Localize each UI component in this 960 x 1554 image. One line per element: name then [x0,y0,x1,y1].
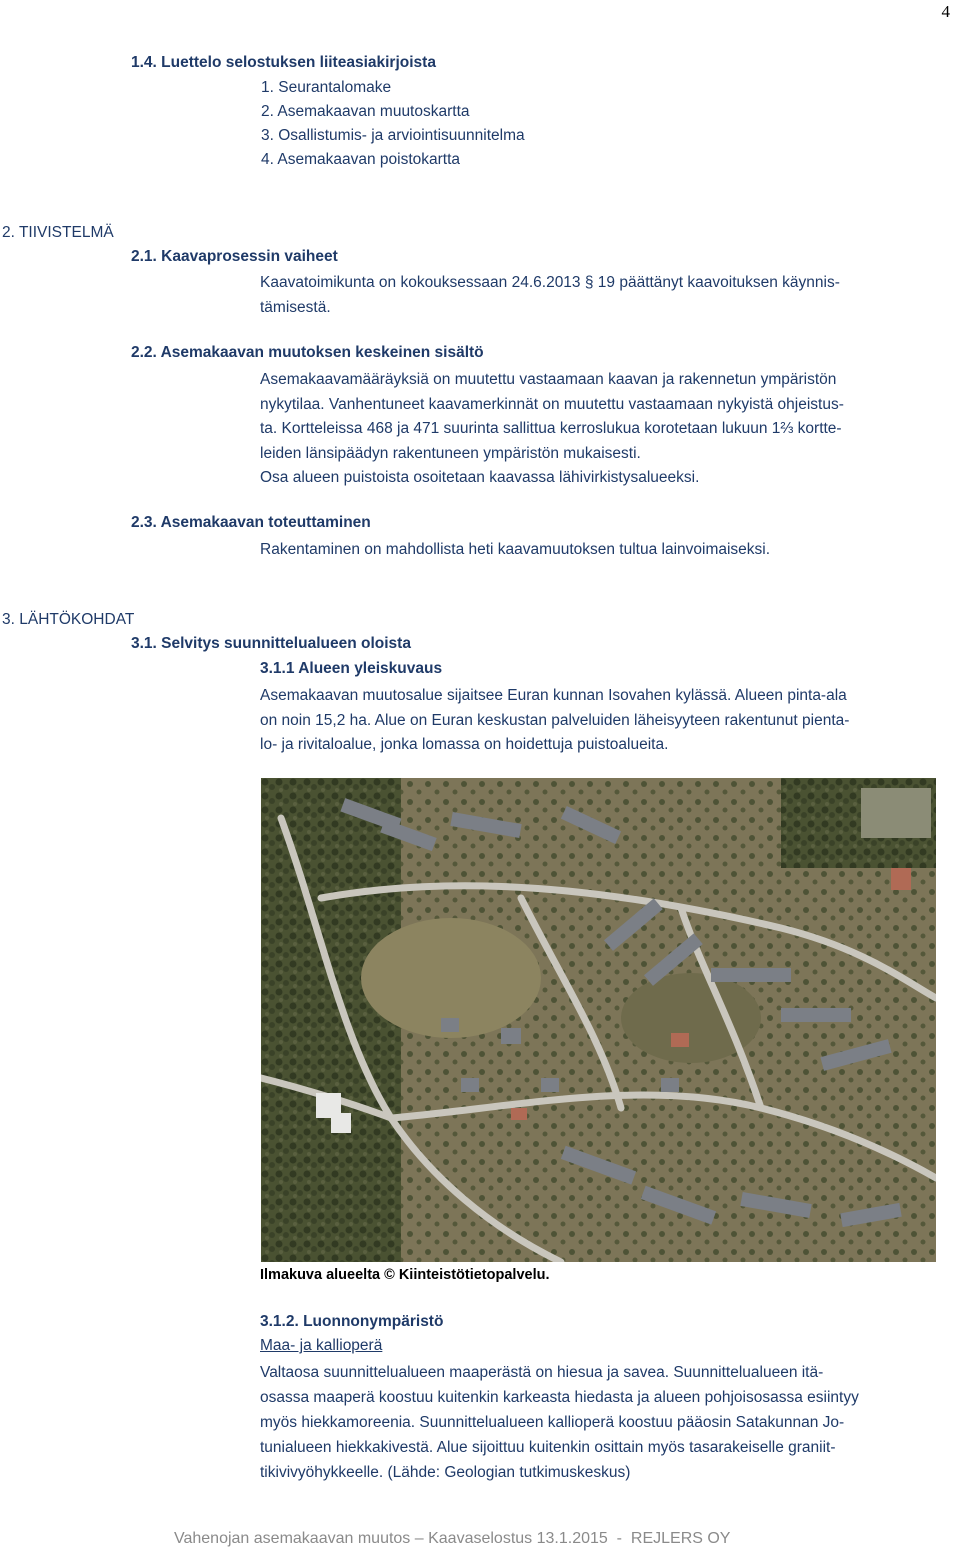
section-2-1-heading: 2.1. Kaavaprosessin vaiheet [131,248,338,265]
attachment-list-item: 3. Osallistumis- ja arviointisuunnitelma [261,127,525,144]
text-line: tämisestä. [260,298,331,316]
section-3-1-1-heading: 3.1.1 Alueen yleiskuvaus [260,660,443,677]
text-line: tunialueen hiekkakivestä. Alue sijoittuu kuitenkin osittain myös tasarakeiselle graniit- [260,1439,836,1456]
building [781,1008,851,1022]
image-caption: Ilmakuva alueelta © Kiinteistötietopalvelu. [260,1267,550,1283]
attachment-list-item: 1. Seurantalomake [261,79,392,96]
house [461,1078,479,1092]
text-line: Osa alueen puistoista osoitetaan kaavassa lähivirkistysalueeksi. [260,469,700,486]
section-2-3-heading: 2.3. Asemakaavan toteuttaminen [131,514,371,531]
text-line: on noin 15,2 ha. Alue on Euran keskustan palveluiden läheisyyteen rakentunut pienta- [260,711,850,729]
subsection-title: Maa- ja kallioperä [260,1337,383,1354]
house [511,1108,527,1120]
section-2-1-text [260,271,950,320]
text-line: leiden länsipäädyn rakentuneen ympäristön mukaisesti. [260,444,641,462]
text-line: Asemakaavamääräyksiä on muutettu vastaamaan kaavan ja rakennetun ympäristön [260,371,837,388]
attachment-list-item: 2. Asemakaavan muutoskartta [261,103,470,120]
aerial-photo [261,778,936,1262]
house [441,1018,459,1032]
text-line: Kaavatoimikunta on kokouksessaan 24.6.2013 § 19 päättänyt kaavoituksen käynnis- [260,274,840,291]
section-2-heading: 2. TIIVISTELMÄ [2,224,114,241]
text-line: nykytilaa. Vanhentuneet kaavamerkinnät on muutettu vastaamaan nykyistä ohjeistus- [260,395,844,413]
house [501,1028,521,1044]
building [711,968,791,982]
field-area [861,788,931,838]
attachment-list-item: 4. Asemakaavan poistokartta [261,151,461,168]
section-3-1-1-text [260,684,950,758]
page-number: 4 [941,2,950,21]
section-3-heading: 3. LÄHTÖKOHDAT [2,611,135,628]
text-line: Valtaosa suunnittelualueen maaperästä on hiesua ja savea. Suunnittelualueen itä- [260,1364,824,1381]
house [891,868,911,890]
page-footer: Vahenojan asemakaavan muutos – Kaavaselostus 13.1.2015 - REJLERS OY [174,1530,731,1547]
building [331,1113,351,1133]
section-3-1-2-heading: 3.1.2. Luonnonympäristö [260,1313,444,1330]
house [671,1033,689,1047]
text-line: osassa maaperä koostuu kuitenkin karkeasta hiedasta ja alueen pohjoisosassa esiintyy [260,1389,859,1406]
house [661,1078,679,1092]
text-line: ta. Kortteleissa 468 ja 471 suurinta sallittua kerroslukua korotetaan lukuun 1⅔ kortte- [260,420,842,437]
section-2-2-text [260,368,950,491]
forest-area [261,778,401,1262]
text-line: lo- ja rivitaloalue, jonka lomassa on hoidettuja puistoalueita. [260,736,669,753]
text-line: myös hiekkamoreenia. Suunnittelualueen kallioperä koostuu pääosin Satakunnan Jo- [260,1414,845,1431]
house [541,1078,559,1092]
section-3-1-2-text [260,1360,950,1485]
section-3-1-heading: 3.1. Selvitys suunnittelualueen oloista [131,635,411,652]
text-line: Asemakaavan muutosalue sijaitsee Euran kunnan Isovahen kylässä. Alueen pinta-ala [260,687,847,704]
section-2-3-text [260,538,950,563]
section-1-4-heading: 1.4. Luettelo selostuksen liiteasiakirjoista [131,54,436,71]
text-line: Rakentaminen on mahdollista heti kaavamuutoksen tultua lainvoimaiseksi. [260,541,771,558]
section-2-2-heading: 2.2. Asemakaavan muutoksen keskeinen sisältö [131,344,484,361]
text-line: tikivivyöhykkeelle. (Lähde: Geologian tutkimuskeskus) [260,1464,631,1481]
